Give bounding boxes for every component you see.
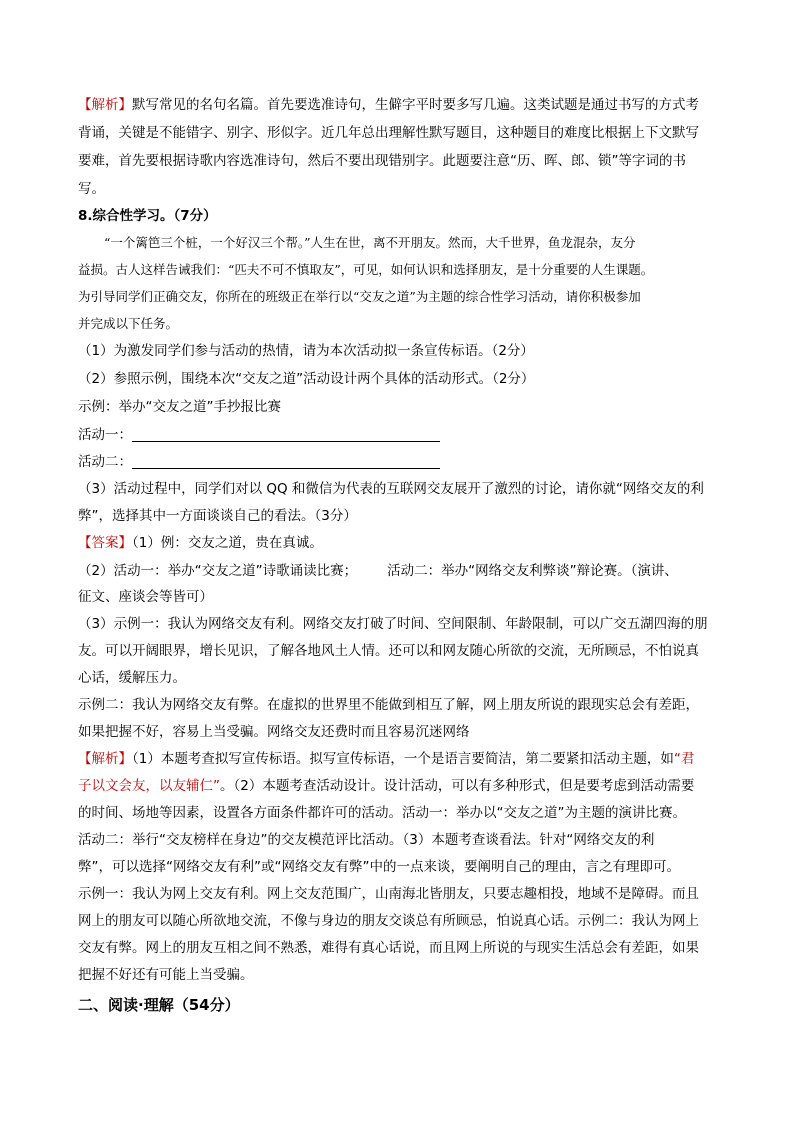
activity-2-blank-line (132, 454, 440, 469)
analysis-2-line-2: 子以文会友，以友辅仁”。（2）本题考查活动设计。设计活动，可以有多种形式，但是要考虑到活动需要 (78, 778, 695, 794)
task-2-example: 示例：举办“交友之道”手抄报比赛 (78, 399, 281, 415)
analysis-2-line-7: 网上的朋友可以随心所欲地交流，不像与身边的朋友交谈总有所顾忌，怕说真心话。示例二：我认为网上 (78, 913, 699, 929)
analysis-1-line-2: 背诵，关键是不能错字、别字、形似字。近几年总出理解性默写题目，这种题目的难度比根据上下文默写 (78, 125, 699, 141)
analysis-1-line-4: 写。 (78, 181, 105, 197)
answer-line-2: （2）活动一：举办“交友之道”诗歌诵读比赛； 活动二：举办“网络交友利弊谈”辩论赛。（演讲、 (78, 563, 678, 579)
analysis-2-line-3: 的时间、场地等因素，设置各方面条件都许可的活动。活动一：举办以“交友之道”为主题的演讲比赛。 (78, 805, 686, 821)
analysis-2-line-6: 示例一：我认为网上交友有利。网上交友范围广，山南海北皆朋友，只要志趣相投，地域不是障碍。而且 (78, 886, 699, 902)
activity-1-blank-line (132, 427, 440, 442)
activity-2-row (78, 452, 440, 472)
answer-line-8: 如果把握不好，容易上当受骗。网络交友还费时而且容易沉迷网络 (78, 724, 470, 740)
analysis-2-line-9: 把握不好还有可能上当受骗。 (78, 967, 254, 983)
analysis-1-line-3: 要难，首先要根据诗歌内容选准诗句，然后不要出现错别字。此题要注意“历、晖、郎、锁”等字词的书 (78, 153, 686, 169)
activity-1-row (78, 425, 440, 445)
analysis-2-line-8: 交友有弊。网上的朋友互相之间不熟悉，难得有真心话说，而且网上所说的与现实生活总会有差距，如果 (78, 940, 699, 956)
answer-line-7: 示例二：我认为网络交友有弊。在虚拟的世界里不能做到相互了解，网上朋友所说的跟现实总会有差距， (78, 697, 699, 713)
activity-2-label: 活动二： (78, 454, 132, 470)
answer-line-5: 友。可以开阔眼界，增长见识，了解各地风土人情。还可以和网友随心所欲的交流，无所顾忌，不怕说真 (78, 643, 699, 659)
analysis-1-line-1: 【解析】默写常见的名句名篇。首先要选准诗句，生僻字平时要多写几遍。这类试题是通过书写的方式考 (78, 97, 699, 113)
answer-line-4: （3）示例一：我认为网络交友有利。网络交友打破了时间、空间限制、年龄限制，可以广交五湖四海的朋 (78, 616, 708, 632)
quote-line-2: 益损。古人这样告诫我们：“匹夫不可不慎取友”，可见，如何认识和选择朋友，是十分重要的人生课题。 (78, 262, 654, 277)
quote-line-4: 并完成以下任务。 (78, 316, 179, 331)
analysis-tag: 【解析】 (78, 97, 132, 113)
answer-line-3: 征文、座谈会等皆可） (78, 589, 213, 605)
answer-tag: 【答案】 (78, 535, 132, 551)
analysis-2-line-5: 弊”，可以选择“网络交友有利”或“网络交友有弊”中的一点来谈，要阐明自己的理由，言之有理即可。 (78, 859, 680, 875)
analysis-2-line-1: 【解析】（1）本题考查拟写宣传标语。拟写宣传标语，一个是语言要简洁，第二要紧扣活动主题，如“君 (78, 751, 695, 767)
task-2: （2）参照示例，围绕本次“交友之道”活动设计两个具体的活动形式。（2分） (78, 371, 535, 387)
analysis-tag-2: 【解析】 (78, 751, 132, 767)
quote-line-3: 为引导同学们正确交友，你所在的班级正在举行以“交友之道”为主题的综合性学习活动，请你积极参加 (78, 289, 641, 304)
answer-line-6: 心话，缓解压力。 (78, 670, 186, 686)
task-3-line-2: 弊”，选择其中一方面谈谈自己的看法。（3分） (78, 508, 357, 524)
question-8-heading: 8.综合性学习。（7分） (78, 208, 217, 224)
task-1: （1）为激发同学们参与活动的热情，请为本次活动拟一条宣传标语。（2分） (78, 343, 534, 359)
quote-line-1: “一个篱笆三个桩，一个好汉三个帮。”人生在世，离不开朋友。然而，大千世界，鱼龙混杂，友分 (104, 235, 636, 250)
section-2-heading: 二、阅读·理解（54分） (78, 996, 240, 1014)
activity-1-label: 活动一： (78, 427, 132, 443)
answer-line-1: 【答案】（1）例：交友之道，贵在真诚。 (78, 535, 323, 551)
task-3-line-1: （3）活动过程中，同学们对以 QQ 和微信为代表的互联网交友展开了激烈的讨论，请你就“网络交友的利 (78, 481, 704, 497)
analysis-2-line-4: 活动二：举行“交友榜样在身边”的交友模范评比活动。（3）本题考查谈看法。针对“网络交友的利 (78, 832, 655, 848)
